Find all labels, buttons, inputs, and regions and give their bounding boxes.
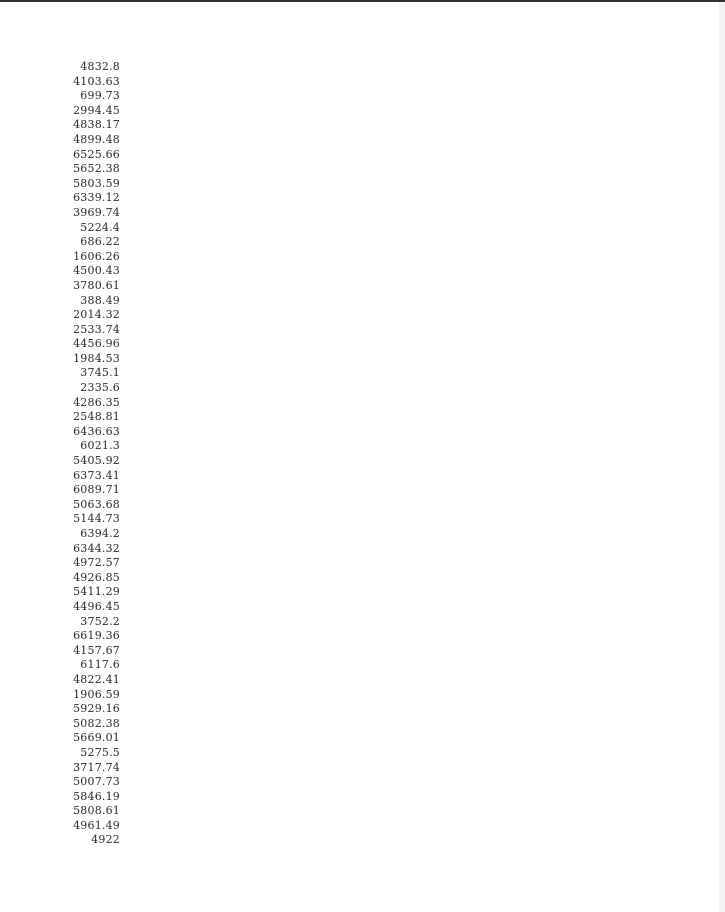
value-item: 4500.43 xyxy=(73,264,120,278)
page-right-edge xyxy=(719,2,725,912)
value-item: 5846.19 xyxy=(73,789,120,803)
value-item: 6021.3 xyxy=(80,439,120,453)
value-item: 3745.1 xyxy=(80,366,120,380)
value-item: 4899.48 xyxy=(73,132,120,146)
value-item: 5007.73 xyxy=(73,775,120,789)
value-item: 4926.85 xyxy=(73,570,120,584)
value-item: 5803.59 xyxy=(73,176,120,190)
value-item: 4972.57 xyxy=(73,556,120,570)
value-item: 699.73 xyxy=(80,89,120,103)
value-item: 5063.68 xyxy=(73,497,120,511)
value-item: 4922 xyxy=(91,833,120,847)
value-item: 6373.41 xyxy=(73,468,120,482)
value-item: 3969.74 xyxy=(73,205,120,219)
value-item: 4496.45 xyxy=(73,599,120,613)
value-item: 3752.2 xyxy=(80,614,120,628)
value-item: 2014.32 xyxy=(73,308,120,322)
value-item: 4961.49 xyxy=(73,818,120,832)
value-item: 5224.4 xyxy=(80,220,120,234)
value-item: 6394.2 xyxy=(80,527,120,540)
value-item: 4832.8 xyxy=(80,60,120,73)
value-item: 4456.96 xyxy=(73,337,120,351)
value-item: 4103.63 xyxy=(73,74,120,88)
value-list xyxy=(60,60,120,848)
value-item: 2335.6 xyxy=(80,381,120,395)
value-item: 5652.38 xyxy=(73,162,120,176)
value-item: 6344.32 xyxy=(73,541,120,555)
value-item: 6339.12 xyxy=(73,191,120,205)
value-item: 5082.38 xyxy=(73,716,120,730)
value-item: 2548.81 xyxy=(73,410,120,424)
value-item: 5275.5 xyxy=(80,745,120,759)
value-item: 5405.92 xyxy=(73,454,120,468)
value-item: 2994.45 xyxy=(73,103,120,117)
value-item: 1984.53 xyxy=(73,351,120,365)
value-item: 6117.6 xyxy=(80,658,120,672)
value-item: 5411.29 xyxy=(73,585,120,599)
value-item: 1906.59 xyxy=(73,687,120,701)
value-item: 6436.63 xyxy=(73,424,120,438)
value-item: 388.49 xyxy=(80,293,120,307)
value-item: 6619.36 xyxy=(73,629,120,643)
value-item: 3780.61 xyxy=(73,278,120,292)
value-item: 4157.67 xyxy=(73,643,120,657)
value-item: 4286.35 xyxy=(73,395,120,409)
value-item: 4822.41 xyxy=(73,672,120,686)
value-item: 6089.71 xyxy=(73,483,120,497)
value-item: 5144.73 xyxy=(73,512,120,526)
value-item: 3717.74 xyxy=(73,760,120,774)
value-item: 5929.16 xyxy=(73,702,120,716)
value-item: 686.22 xyxy=(80,235,120,249)
value-item: 6525.66 xyxy=(73,147,120,161)
value-item: 4838.17 xyxy=(73,118,120,132)
value-item: 5808.61 xyxy=(73,804,120,818)
value-item: 2533.74 xyxy=(73,322,120,336)
top-border xyxy=(0,0,725,2)
value-item: 1606.26 xyxy=(73,249,120,263)
value-item: 5669.01 xyxy=(73,731,120,745)
